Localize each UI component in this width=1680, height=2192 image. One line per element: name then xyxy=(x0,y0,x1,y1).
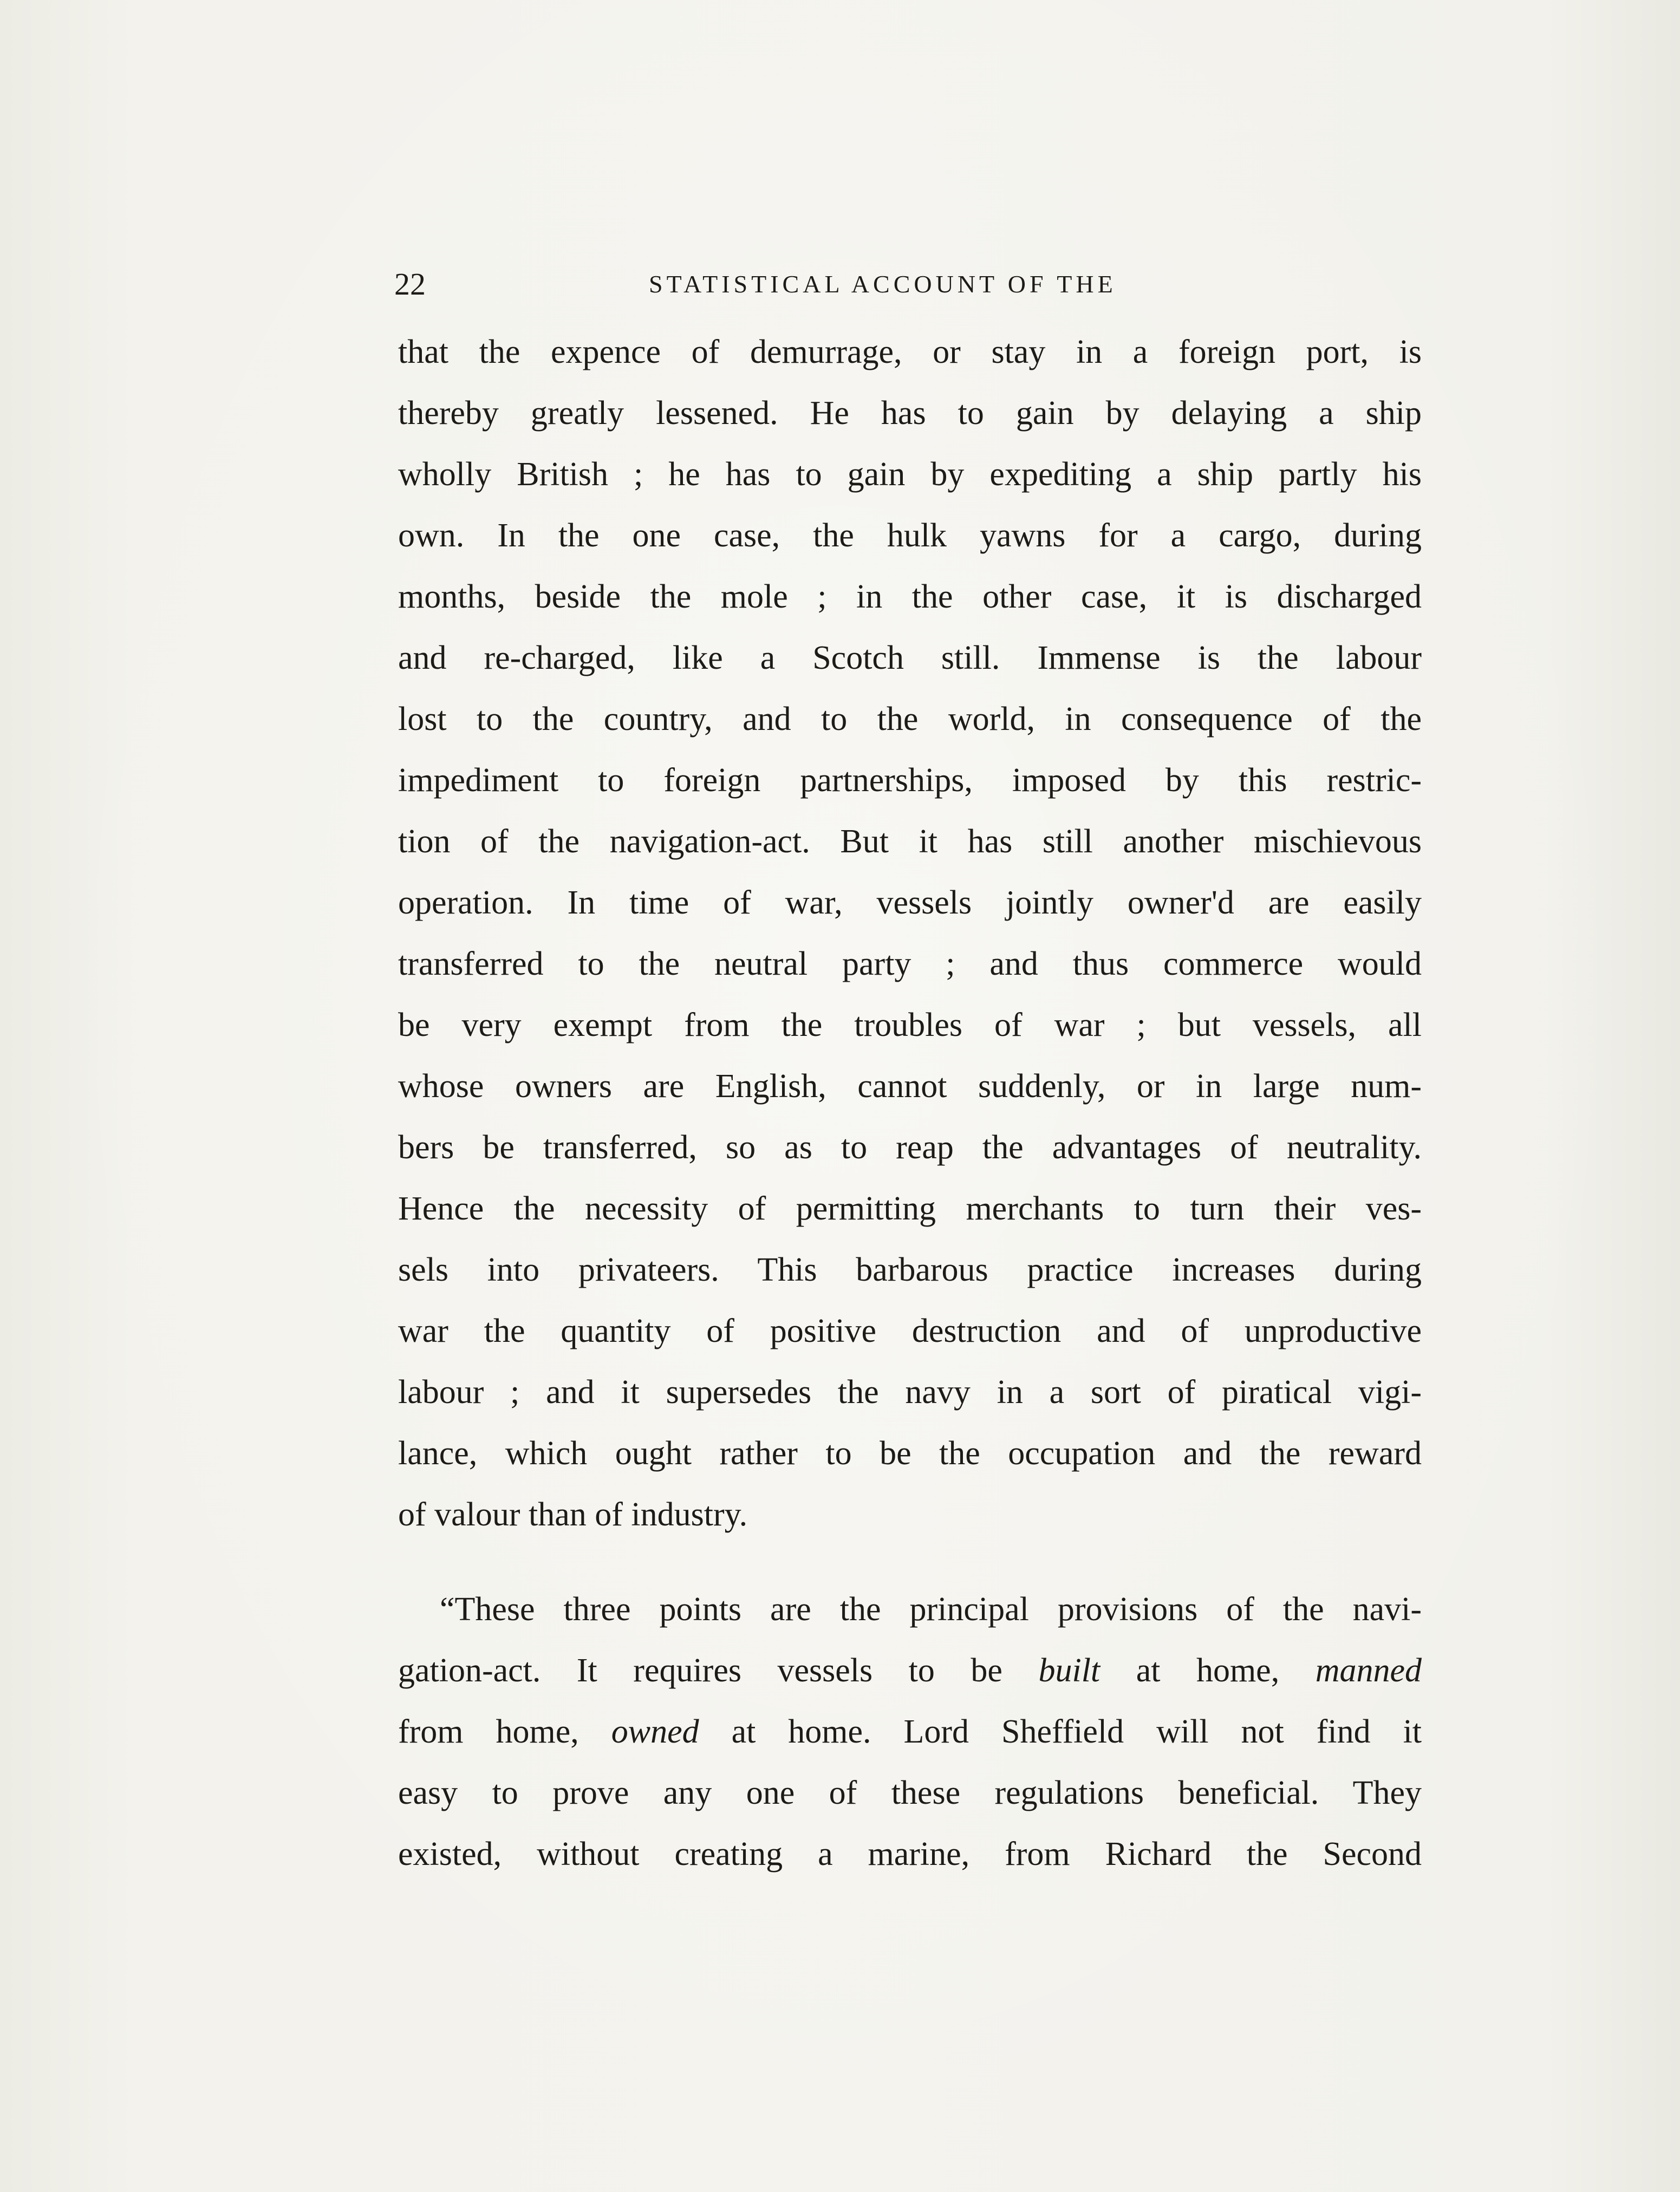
text-line: months, beside the mole ; in the other case, it is discharged xyxy=(398,578,1422,615)
text-run: from home, xyxy=(398,1713,579,1750)
text-line: Hence the necessity of permitting merchants to turn their ves- xyxy=(398,1190,1422,1227)
italic-word: owned xyxy=(611,1713,699,1750)
text-line: bers be transferred, so as to reap the advantages of neutrality. xyxy=(398,1129,1422,1166)
text-line: easy to prove any one of these regulations beneficial. They xyxy=(398,1775,1422,1811)
text-line: wholly British ; he has to gain by expediting a ship partly his xyxy=(398,456,1422,493)
text-run: gation-act. It requires vessels to be xyxy=(398,1652,1002,1689)
text-run: at home. Lord Sheffield will not find it xyxy=(731,1713,1422,1750)
text-line: own. In the one case, the hulk yawns for a cargo, during xyxy=(398,517,1422,554)
text-line: impediment to foreign partnerships, imposed by this restric- xyxy=(398,762,1422,799)
text-line: sels into privateers. This barbarous practice increases during xyxy=(398,1251,1422,1288)
text-line xyxy=(398,1710,1422,1753)
text-line: thereby greatly lessened. He has to gain by delaying a ship xyxy=(398,395,1422,432)
text-line: be very exempt from the troubles of war ; but vessels, all xyxy=(398,1007,1422,1043)
italic-word: built xyxy=(1038,1652,1101,1689)
text-line: lost to the country, and to the world, in consequence of the xyxy=(398,701,1422,738)
text-line: existed, without creating a marine, from Richard the Second xyxy=(398,1836,1422,1873)
text-line: operation. In time of war, vessels jointly owner'd are easily xyxy=(398,884,1422,921)
page-header xyxy=(394,263,1440,306)
text-line: and re-charged, like a Scotch still. Immense is the labour xyxy=(398,640,1422,676)
text-line: transferred to the neutral party ; and thus commerce would xyxy=(398,945,1422,982)
text-line xyxy=(398,1649,1422,1692)
text-line: war the quantity of positive destruction and of unproductive xyxy=(398,1313,1422,1349)
text-line: tion of the navigation-act. But it has still another mischievous xyxy=(398,823,1422,860)
page-number: 22 xyxy=(394,266,426,302)
text-line: labour ; and it supersedes the navy in a sort of piratical vigi- xyxy=(398,1374,1422,1411)
text-line: of valour than of industry. xyxy=(398,1496,748,1533)
text-run: at home, xyxy=(1136,1652,1280,1689)
text-line: that the expence of demurrage, or stay in a foreign port, is xyxy=(398,334,1422,370)
running-head: STATISTICAL ACCOUNT OF THE xyxy=(649,270,1117,298)
text-line: lance, which ought rather to be the occupation and the reward xyxy=(398,1435,1422,1472)
text-line: “These three points are the principal provisions of the navi- xyxy=(440,1591,1422,1628)
text-line: whose owners are English, cannot suddenly, or in large num- xyxy=(398,1068,1422,1105)
italic-word: manned xyxy=(1315,1652,1422,1689)
